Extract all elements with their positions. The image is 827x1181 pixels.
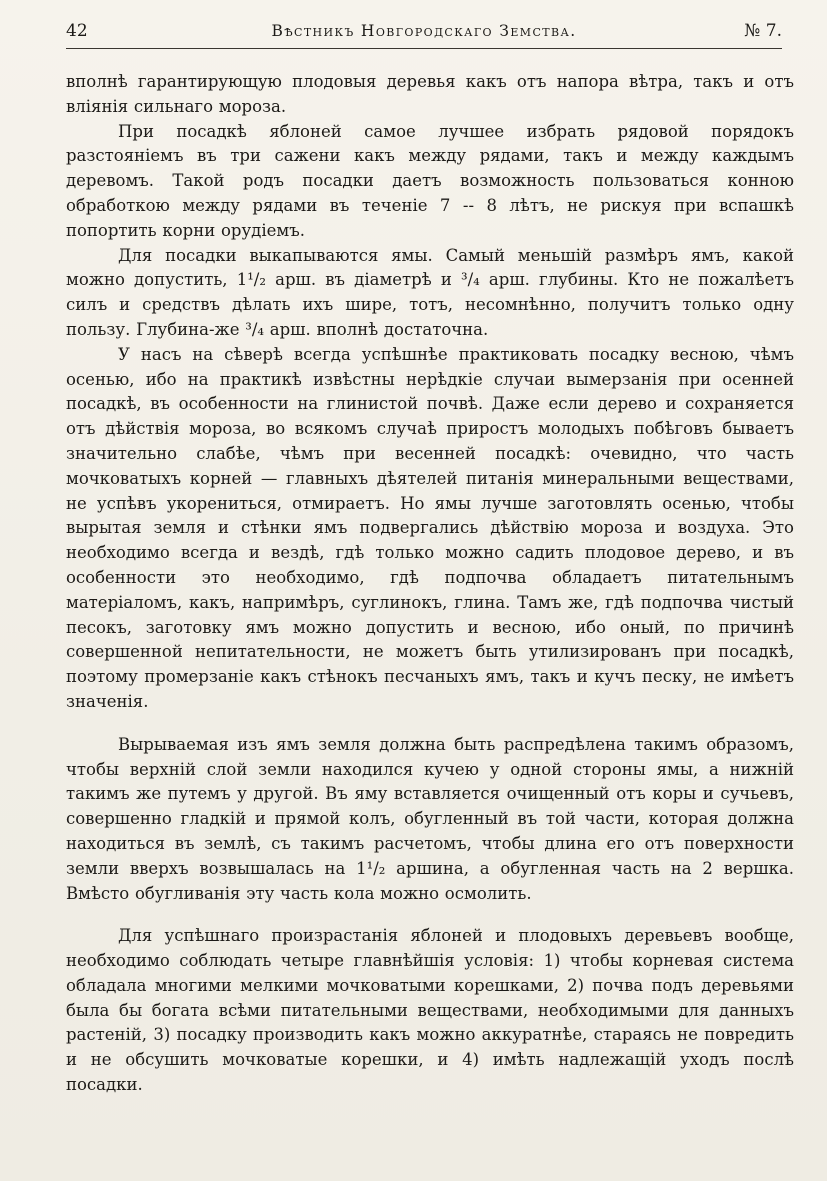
running-header <box>66 18 782 49</box>
paragraph-spring-planting: У насъ на сѣверѣ всегда успѣшнѣе практиковать посадку весною, чѣмъ осенью, ибо на практикѣ извѣстны нерѣдкіе случаи вымерзанія при осенней посадкѣ, въ особенности на глинистой почвѣ. Даже если дерево и сохраняется отъ дѣйствія мороза, во всякомъ случаѣ приростъ молодыхъ побѣговъ бываетъ значительно слабѣе, чѣмъ при весенней посадкѣ: очевидно, что часть мочковатыхъ корней — главныхъ дѣятелей питанія минеральными веществами, не успѣвъ укорениться, отмираетъ. Но ямы лучше заготовлять осенью, чтобы вырытая земля и стѣнки ямъ подвергались дѣйствію мороза и воздуха. Это необходимо всегда и вездѣ, гдѣ только можно садить плодовое дерево, и въ особенности это необходимо, гдѣ подпочва обладаетъ питательнымъ матеріаломъ, какъ, напримѣръ, суглинокъ, глина. Тамъ же, гдѣ подпочва чистый песокъ, заготовку ямъ можно допустить и весною, ибо оный, по причинѣ совершенной непитательности, не можетъ быть утилизированъ при посадкѣ, поэтому промерзаніе какъ стѣнокъ песчаныхъ ямъ, такъ и кучъ песку, не имѣетъ значенія. <box>66 344 794 711</box>
article-body <box>66 70 794 1098</box>
paragraph-planting-layout: При посадкѣ яблоней самое лучшее избрать рядовой порядокъ разстояніемъ въ три сажени какъ между рядами, такъ и между каждымъ деревомъ. Такой родъ посадки даетъ возможность пользоваться конною обработкою между рядами въ теченіе 7 -- 8 лѣтъ, не рискуя при вспашкѣ попортить корни орудіемъ. <box>66 121 794 240</box>
issue-number: № 7. <box>744 21 782 41</box>
paragraph-soil-and-stake: Вырываемая изъ ямъ земля должна быть распредѣлена такимъ образомъ, чтобы верхній слой земли находился кучею у одной стороны ямы, а нижній такимъ же путемъ у другой. Въ яму вставляется очищенный отъ коры и сучьевъ, совершенно гладкій и прямой колъ, обугленный въ той части, которая должна находиться въ землѣ, съ такимъ расчетомъ, чтобы длина его отъ поверхности земли вверхъ возвышалась на 1¹/₂ аршина, а обугленная часть на 2 вершка. Вмѣсто обугливанія эту часть кола можно осмолить. <box>66 734 794 903</box>
journal-title: Вѣстникъ Новгородскаго Земства. <box>271 22 577 40</box>
paragraph-pit-size: Для посадки выкапываются ямы. Самый меньшій размѣръ ямъ, какой можно допустить, 1¹/₂ арш. въ діаметрѣ и ³/₄ арш. глубины. Кто не пожалѣетъ силъ и средствъ дѣлать ихъ шире, тотъ, несомнѣнно, получитъ только одну пользу. Глубина-же ³/₄ арш. вполнѣ достаточна. <box>66 245 794 339</box>
paragraph-continuation: вполнѣ гарантирующую плодовыя деревья какъ отъ напора вѣтра, такъ и отъ вліянія сильнаго мороза. <box>66 72 794 116</box>
paragraph-four-conditions: Для успѣшнаго произрастанія яблоней и плодовыхъ деревьевъ вообще, необходимо соблюдать четыре главнѣйшія условія: 1) чтобы корневая система обладала многими мелкими мочковатыми корешками, 2) почва подъ деревьями была бы богата всѣми питательными веществами, необходимыми для данныхъ растеній, 3) посадку производить какъ можно аккуратнѣе, стараясь не повредить и не обсушить мочковатые корешки, и 4) имѣть надлежащій уходъ послѣ посадки. <box>66 926 794 1095</box>
page-number: 42 <box>66 21 88 41</box>
